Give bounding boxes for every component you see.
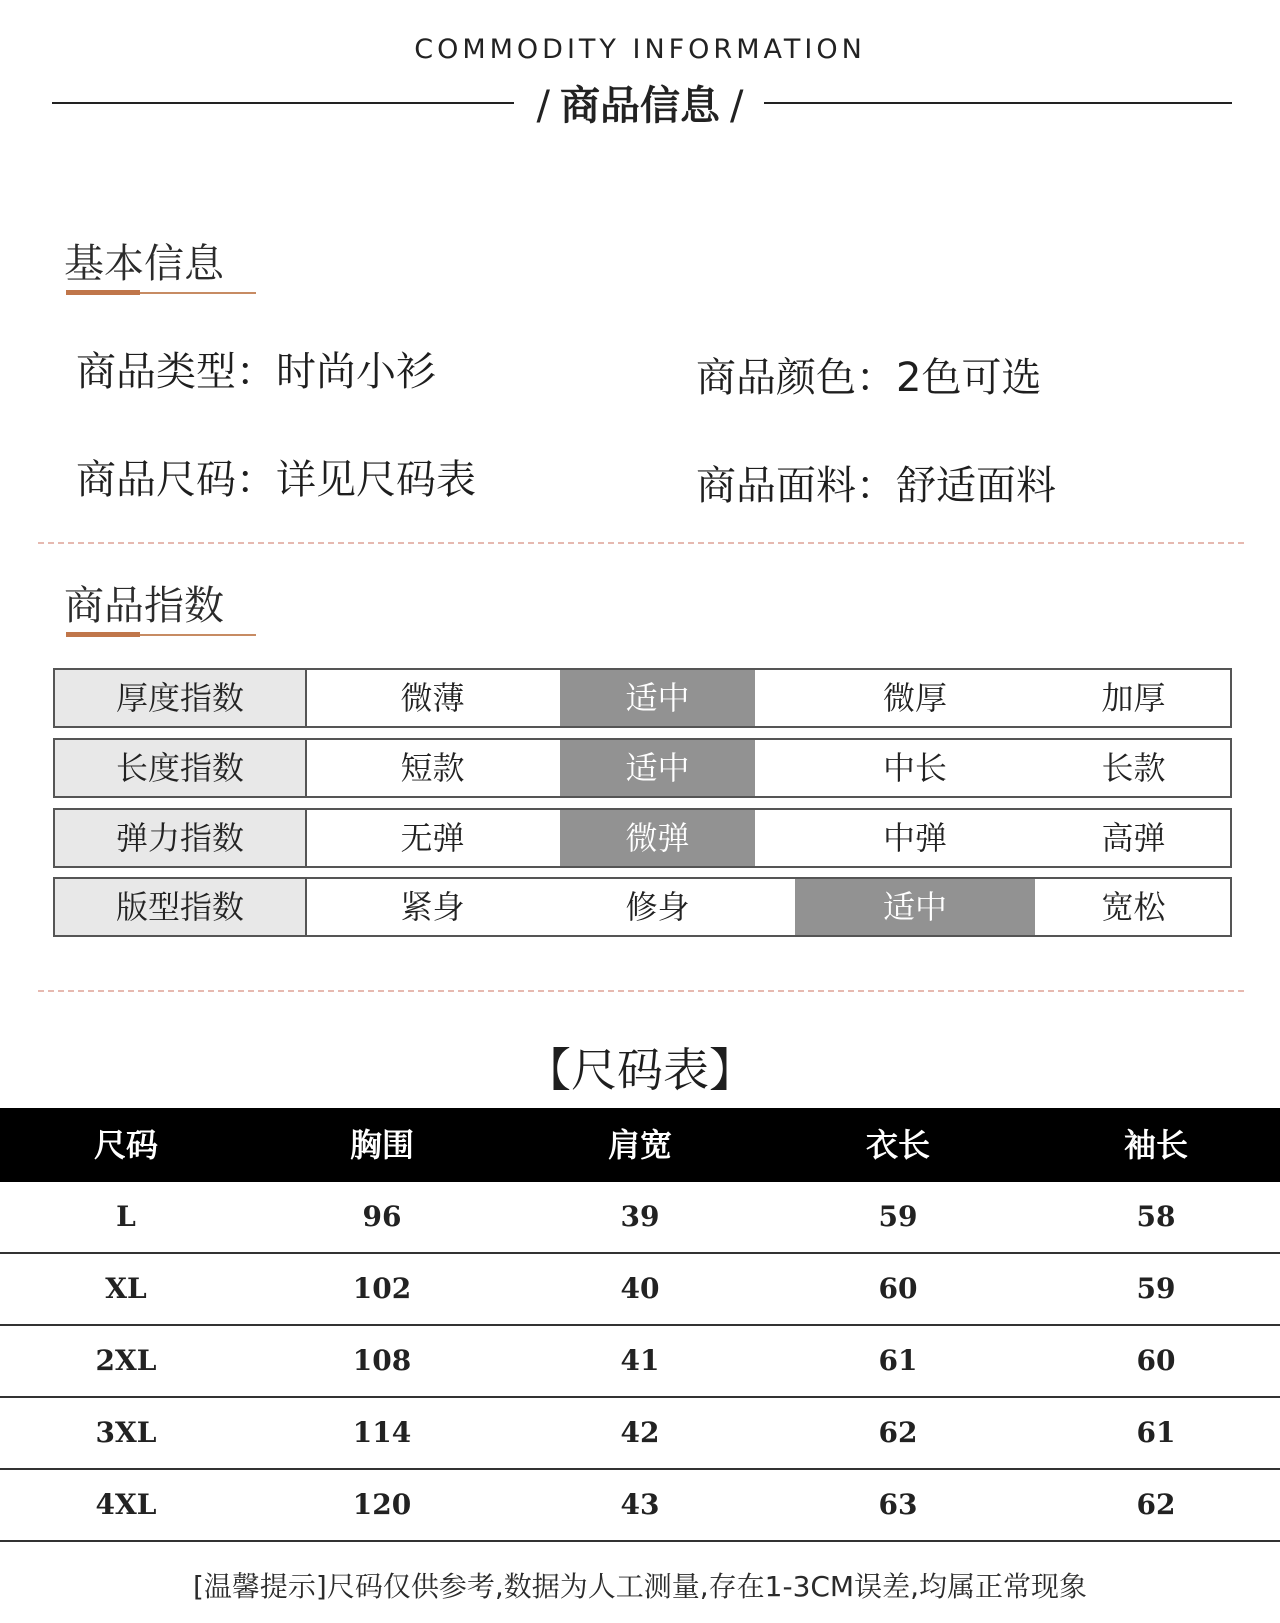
index-option: 无弹 <box>400 819 465 857</box>
size-chart-cell: 60 <box>1136 1344 1176 1377</box>
index-option-selected: 适中 <box>560 670 755 726</box>
header-cn-text: 商品信息 <box>560 83 720 129</box>
header-slash-left: / <box>536 83 550 129</box>
size-chart-cell: 41 <box>620 1344 660 1377</box>
size-chart-cell: XL <box>105 1272 147 1305</box>
header-chinese-title <box>0 74 1280 131</box>
size-chart-cell: 108 <box>352 1344 412 1377</box>
index-option-selected: 微弹 <box>560 810 755 866</box>
size-chart-cell: 42 <box>620 1416 660 1449</box>
info-value: 舒适面料 <box>896 463 1056 509</box>
index-option: 中长 <box>882 749 947 787</box>
size-chart-header-cell: 袖长 <box>1123 1126 1188 1164</box>
info-value: 时尚小衫 <box>276 349 436 395</box>
size-chart-cell: 96 <box>362 1200 402 1233</box>
info-value: 2色可选 <box>896 355 1042 401</box>
index-row-name: 长度指数 <box>55 740 307 796</box>
size-chart-row <box>0 1398 1280 1470</box>
index-option: 加厚 <box>1101 679 1166 717</box>
size-chart-header-cell: 肩宽 <box>607 1126 672 1164</box>
basic-info-title: 基本信息 <box>64 241 224 287</box>
size-chart-cell: 120 <box>352 1488 412 1521</box>
info-item-color <box>696 346 1041 403</box>
index-row <box>53 738 1232 798</box>
size-chart-cell: 40 <box>620 1272 660 1305</box>
size-chart-cell: 102 <box>352 1272 412 1305</box>
size-chart-cell: 60 <box>878 1272 918 1305</box>
size-chart-cell: 59 <box>878 1200 918 1233</box>
index-option: 紧身 <box>400 888 465 926</box>
index-option: 长款 <box>1101 749 1166 787</box>
index-underline-accent <box>66 632 140 637</box>
size-chart-cell: 58 <box>1136 1200 1176 1233</box>
size-chart-row <box>0 1254 1280 1326</box>
size-chart-header-cell: 尺码 <box>93 1126 158 1164</box>
index-option: 短款 <box>400 749 465 787</box>
index-option-selected: 适中 <box>795 879 1035 935</box>
info-value: 详见尺码表 <box>276 457 476 503</box>
size-chart-cell: 61 <box>1136 1416 1176 1449</box>
index-option: 微厚 <box>882 679 947 717</box>
size-chart-cell: 63 <box>878 1488 918 1521</box>
size-chart-cell: 62 <box>878 1416 918 1449</box>
info-item-size <box>76 448 476 505</box>
index-option: 宽松 <box>1101 888 1166 926</box>
footnote: [温馨提示]尺码仅供参考,数据为人工测量,存在1-3CM误差,均属正常现象 <box>193 1570 1087 1603</box>
index-row <box>53 808 1232 868</box>
info-label: 商品颜色： <box>696 355 896 401</box>
size-chart-cell: 43 <box>620 1488 660 1521</box>
size-chart-row <box>0 1470 1280 1542</box>
size-chart-row <box>0 1182 1280 1254</box>
index-row <box>53 877 1232 937</box>
info-label: 商品尺码： <box>76 457 276 503</box>
size-chart-header-cell: 衣长 <box>865 1126 930 1164</box>
size-chart-cell: 39 <box>620 1200 660 1233</box>
index-title: 商品指数 <box>64 583 224 629</box>
info-label: 商品面料： <box>696 463 896 509</box>
size-chart-cell: L <box>116 1200 136 1233</box>
index-option: 修身 <box>625 888 690 926</box>
basic-info-underline-accent <box>66 290 140 295</box>
index-option: 高弹 <box>1101 819 1166 857</box>
index-row <box>53 668 1232 728</box>
size-chart-cell: 114 <box>352 1416 412 1449</box>
index-option: 中弹 <box>882 819 947 857</box>
size-chart-cell: 3XL <box>95 1416 157 1449</box>
size-chart-header <box>0 1108 1280 1182</box>
header-slash-right: / <box>730 83 744 129</box>
info-label: 商品类型： <box>76 349 276 395</box>
index-row-name: 厚度指数 <box>55 670 307 726</box>
section-divider <box>38 542 1244 544</box>
size-chart-cell: 62 <box>1136 1488 1176 1521</box>
size-chart-row <box>0 1326 1280 1398</box>
index-option-selected: 适中 <box>560 740 755 796</box>
index-row-name: 弹力指数 <box>55 810 307 866</box>
info-item-fabric <box>696 454 1056 511</box>
index-option: 微薄 <box>400 679 465 717</box>
size-chart-header-cell: 胸围 <box>349 1126 414 1164</box>
section-divider <box>38 990 1244 992</box>
size-chart-cell: 4XL <box>95 1488 157 1521</box>
size-chart-cell: 59 <box>1136 1272 1176 1305</box>
size-chart-title: 【尺码表】 <box>525 1043 755 1097</box>
size-chart-cell: 61 <box>878 1344 918 1377</box>
info-item-type <box>76 340 436 397</box>
size-chart-cell: 2XL <box>95 1344 157 1377</box>
header-english-title: COMMODITY INFORMATION <box>414 34 866 65</box>
index-row-name: 版型指数 <box>55 879 307 935</box>
